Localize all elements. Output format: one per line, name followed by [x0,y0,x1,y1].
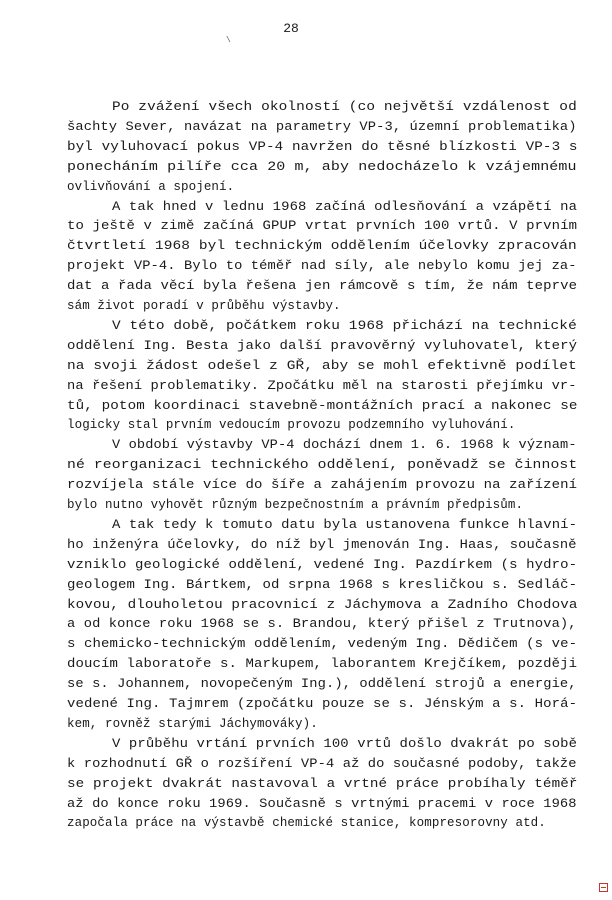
text-line: to ještě v zimě začíná GPUP vrtat prvních 100 vrtů. V prvním [67,219,578,234]
text-line: projekt VP-4. Bylo to téměř nad síly, ale nebylo komu jej za- [67,259,577,274]
text-line: čtvrtletí 1968 byl technickým oddělením účelovky zpracován [67,239,577,254]
text-line: a od konce roku 1968 se s. Brandou, který přišel z Trutnova), [67,617,577,632]
text-line: V této době, počátkem roku 1968 přichází na technické [112,318,577,333]
text-line: bylo nutno vyhovět různým bezpečnostním a právním předpisům. [67,498,524,512]
text-line: ovlivňování a spojení. [67,179,235,194]
text-line: se s. Johannem, novopečeným Ing.), oddělení strojů a energie, [67,677,577,692]
scan-tick-mark: \ [226,36,231,45]
text-line: oddělení Ing. Besta jako další pravověrný vyluhovatel, který [67,338,578,353]
page-number: 28 [283,21,299,36]
text-line: logicky stal prvním vedoucím provozu podzemního vyluhování. [67,418,516,433]
text-line: dat a řada věcí byla řešena jen rámcově s tím, že nám teprve [67,279,578,294]
text-line: rozvíjela stále více do šíře a zahájením provozu na zařízení [67,478,578,493]
text-line: A tak tedy k tomuto datu byla ustanovena funkce hlavní- [112,517,578,532]
text-line: k rozhodnutí GŘ o rozšíření VP-4 až do současné podoby, takže [67,756,577,771]
text-line: na svoji žádost odešel z GŘ, aby se mohl efektivně podílet [67,358,577,373]
text-line: šachty Sever, navázat na parametry VP-3, územní problematika) [67,119,577,134]
text-line: vedené Ing. Tajmrem (zpočátku pouze se s. Jénským a s. Horá- [67,697,578,711]
text-line: V období výstavby VP-4 dochází dnem 1. 6. 1968 k význam- [112,438,577,453]
text-line: tů, potom koordinaci stavebně-montážních prací a nakonec se [67,398,578,413]
text-line: geologem Ing. Bártkem, od srpna 1968 s kresličkou s. Sedláč- [67,577,578,592]
text-line: se projekt dvakrát nastavoval a vrtné práce probíhaly téměř [67,776,578,791]
text-line: ponecháním pilíře cca 20 m, aby nedocházelo k vzájemnému [67,159,577,174]
text-line: na řešení problematiky. Zpočátku měl na starosti přejímku vr- [67,378,577,393]
text-line: až do konce roku 1969. Současně s vrtnými pracemi v roce 1968 [67,796,577,811]
text-line: V průběhu vrtání prvních 100 vrtů došlo dvakrát po sobě [112,736,578,751]
text-line: kem, rovněž starými Jáchymováky). [67,716,318,731]
text-line: započala práce na výstavbě chemické stanice, kompresorovny atd. [67,816,546,831]
text-line: A tak hned v lednu 1968 začíná odlesňování a vzápětí na [112,199,578,214]
corner-mark-icon [599,883,608,892]
text-line: sám život poradí v průběhu výstavby. [67,299,341,313]
text-line: s chemicko-technickým oddělením, vedeným Ing. Dědičem (s ve- [67,637,578,652]
text-line: ho inženýra účelovky, do níž byl jmenován Ing. Haas, současně [67,537,577,552]
text-line: vzniklo geologické oddělení, vedené Ing. Pazdírkem (s hydro- [67,557,578,572]
text-line: byl vyluhovací pokus VP-4 navržen do těsné blízkosti VP-3 s [67,139,578,154]
text-line: doucím laboratoře s. Markupem, laborantem Krejčíkem, později [67,657,578,672]
text-line: Po zvážení všech okolností (co největší vzdálenost od [112,100,577,114]
text-line: né reorganizaci technického oddělení, poněvadž se činnost [67,458,578,473]
text-line: kovou, dlouholetou pracovnicí z Jáchymova a Zadního Chodova [67,597,578,612]
